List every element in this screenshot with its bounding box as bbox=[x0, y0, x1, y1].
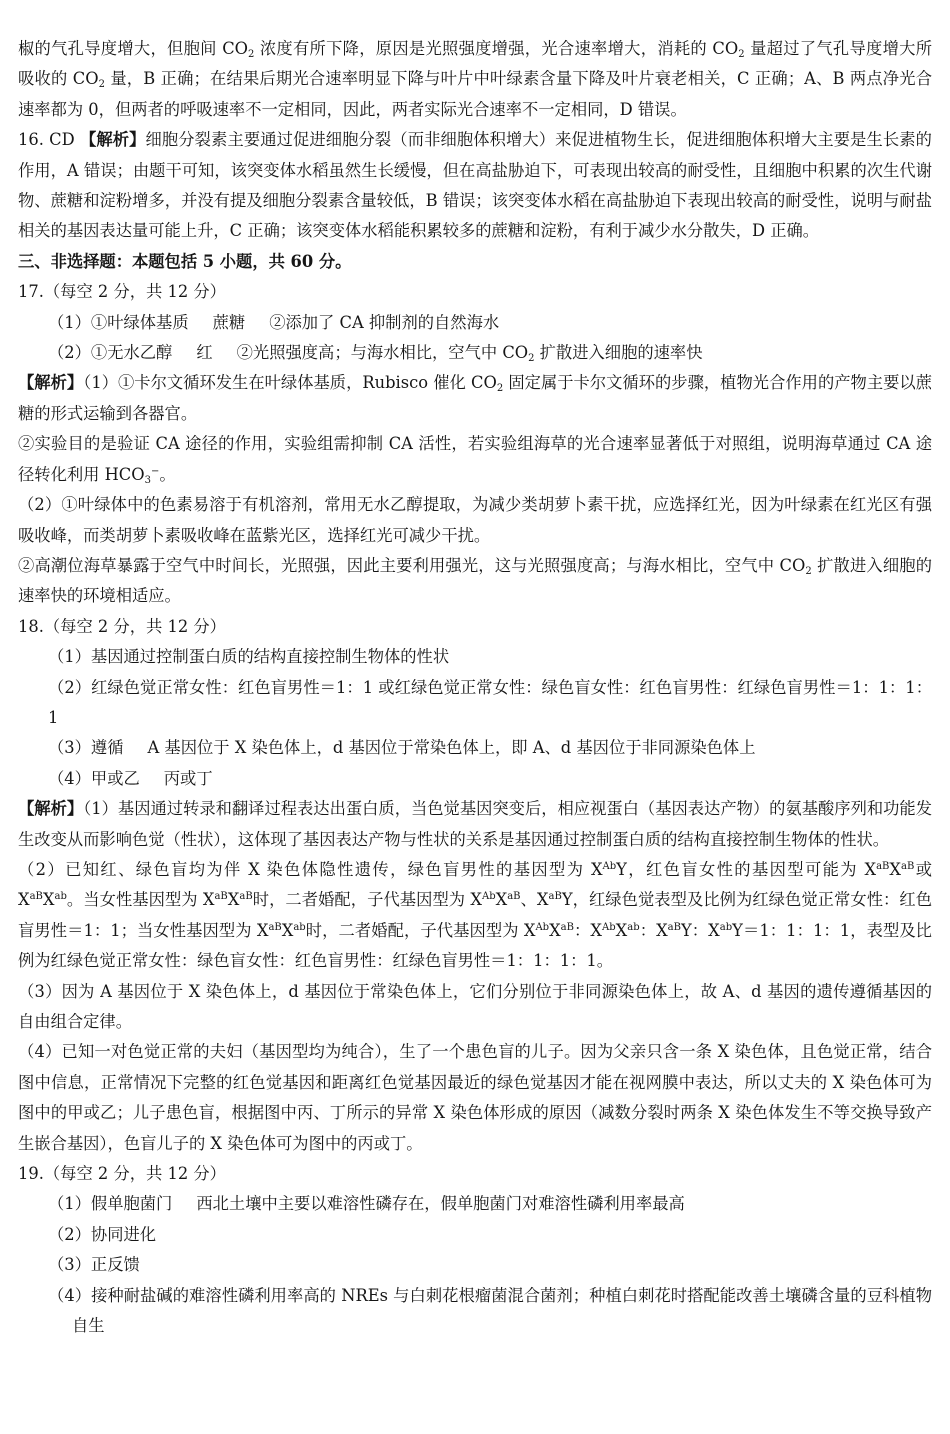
q18-explanation-3: （3）因为 A 基因位于 X 染色体上，d 基因位于常染色体上，它们分别位于非同源染色体上，故 A、d 基因的遗传遵循基因的自由组合定律。 bbox=[18, 981, 932, 1031]
q18-explanation-4: （4）已知一对色觉正常的夫妇（基因型均为纯合），生了一个患色盲的儿子。因为父亲只含一条 X 染色体，且色觉正常，结合图中信息，正常情况下完整的红色觉基因和距离红色觉基因最近的绿色觉基因才能在视网膜中表达，所以丈夫的 X 染色体可为图中的甲或乙；儿子患色盲，根据图中丙、丁所示的异常 X 染色体形成的原因（减数分裂时两条 X 染色体发生不等交换导致产生嵌合基因），色盲儿子的 X 染色体可为图中的丙或丁。 bbox=[18, 1042, 932, 1153]
q16-analysis-tag: 【解析】 bbox=[79, 130, 146, 150]
q17-answer-2: （2）①无水乙醇 红 ②光照强度高；与海水相比，空气中 $CO_2$ 扩散进入细胞的速率快 bbox=[48, 343, 703, 365]
q19-header: 19.（每空 2 分，共 12 分） bbox=[18, 1164, 226, 1184]
q19-answer-4: （4）接种耐盐碱的难溶性磷利用率高的 NREs 与白刺花根瘤菌混合菌剂；种植白刺花时搭配能改善土壤磷含量的豆科植物自生 bbox=[48, 1285, 932, 1336]
q16-answer: 16. CD 【解析】细胞分裂素主要通过促进细胞分裂（而非细胞体积增大）来促进植物生长，促进细胞体积增大主要是生长素的作用，A 错误；由题干可知，该突变体水稻虽然生长缓慢，但在高盐胁迫下，可表现出较高的耐受性，且细胞中积累的次生代谢物、蔗糖和淀粉增多，并没有提及细胞分裂素含量较低，B 错误；该突变体水稻在高盐胁迫下表现出较高的耐受性，说明与耐盐相关的基因表达量可能上升，C 正确；该突变体水稻能积累较多的蔗糖和淀粉，有利于减少水分散失，D 正确。 bbox=[18, 130, 932, 241]
q18-header: 18.（每空 2 分，共 12 分） bbox=[18, 616, 226, 636]
q18-analysis-tag: 【解析】 bbox=[18, 799, 84, 819]
q16-number: 16. CD bbox=[18, 130, 75, 150]
q18-answer-1: （1）基因通过控制蛋白质的结构直接控制生物体的性状 bbox=[48, 647, 450, 667]
q19-answer-1: （1）假单胞菌门 西北土壤中主要以难溶性磷存在，假单胞菌门对难溶性磷利用率最高 bbox=[48, 1194, 685, 1214]
q18-answer-3: （3）遵循 A 基因位于 X 染色体上，d 基因位于常染色体上，即 A、d 基因位于非同源染色体上 bbox=[48, 738, 756, 758]
q17-explanation-3: （2）①叶绿体中的色素易溶于有机溶剂，常用无水乙醇提取，为减少类胡萝卜素干扰，应选择红光，因为叶绿素在红光区有强吸收峰，而类胡萝卜素吸收峰在蓝紫光区，选择红光可减少干扰。 bbox=[18, 495, 932, 545]
q17-explanation-1: 【解析】（1）①卡尔文循环发生在叶绿体基质，Rubisco 催化 $CO_2$ 固定属于卡尔文循环的步骤，植物光合作用的产物主要以蔗糖的形式运输到各器官。 bbox=[18, 373, 932, 423]
q18-explanation-2: （2）已知红、绿色盲均为伴 X 染色体隐性遗传，绿色盲男性的基因型为 $X^{Ab}Y$，红色盲女性的基因型可能为 $X^{aB}X^{aB}$或 $X^{aB}X^{ab}$。当女性基因型为 $X^{aB}X^{aB}$时，二者婚配，子代基因型为 $X^{Ab}X^{aB}$、$X^{aB}Y$，红绿色觉表型及比例为红绿色觉正常女性：红色盲男性＝1：1；当女性基因型为 $X^{aB}X^{ab}$时，二者婚配，子代基因型为 $X^{Ab}X^{aB}$：$X^{Ab}X^{ab}$：$X^{aB}Y$：$X^{ab}Y=1$：1：1：1，表型及比例为红绿色觉正常女性：绿色盲女性：红色盲男性：红绿色盲男性＝1：1：1：1。 bbox=[18, 859, 932, 971]
q18-answer-4: （4）甲或乙 丙或丁 bbox=[48, 768, 213, 788]
q17-header: 17.（每空 2 分，共 12 分） bbox=[18, 282, 226, 302]
q18-explanation-1: 【解析】（1）基因通过转录和翻译过程表达出蛋白质，当色觉基因突变后，相应视蛋白（基因表达产物）的氨基酸序列和功能发生改变从而影响色觉（性状），这体现了基因表达产物与性状的关系是基因通过控制蛋白质的结构直接控制生物体的性状。 bbox=[18, 799, 932, 849]
q17-analysis-tag: 【解析】 bbox=[18, 373, 84, 393]
q17-answer-1: （1）①叶绿体基质 蔗糖 ②添加了 CA 抑制剂的自然海水 bbox=[48, 312, 500, 332]
q19-answer-3: （3）正反馈 bbox=[48, 1255, 140, 1275]
q19-answer-2: （2）协同进化 bbox=[48, 1224, 157, 1244]
q18-answer-2: （2）红绿色觉正常女性：红色盲男性＝1：1 或红绿色觉正常女性：绿色盲女性：红色盲男性：红绿色盲男性＝1：1：1：1 bbox=[48, 677, 932, 727]
q15-explanation: 椒的气孔导度增大，但胞间 $CO_2$ 浓度有所下降，原因是光照强度增强，光合速率增大，消耗的 $CO_2$ 量超过了气孔导度增大所吸收的 $CO_2$ 量，B 正确；在结果后期光合速率明显下降与叶片中叶绿素含量下降及叶片衰老相关，C 正确；A、B 两点净光合速率都为 0，但两者的呼吸速率不一定相同，因此，两者实际光合速率不一定相同，D 错误。 bbox=[18, 39, 933, 119]
q17-explanation-2: ②实验目的是验证 CA 途径的作用，实验组需抑制 CA 活性，若实验组海草的光合速率显著低于对照组，说明海草通过 CA 途径转化利用 $HCO_3^-$。 bbox=[18, 434, 932, 486]
q17-explanation-4: ②高潮位海草暴露于空气中时间长，光照强，因此主要利用强光，这与光照强度高；与海水相比，空气中 $CO_2$ 扩散进入细胞的速率快的环境相适应。 bbox=[18, 555, 932, 606]
section-title: 三、非选择题：本题包括 5 小题，共 60 分。 bbox=[18, 251, 352, 271]
